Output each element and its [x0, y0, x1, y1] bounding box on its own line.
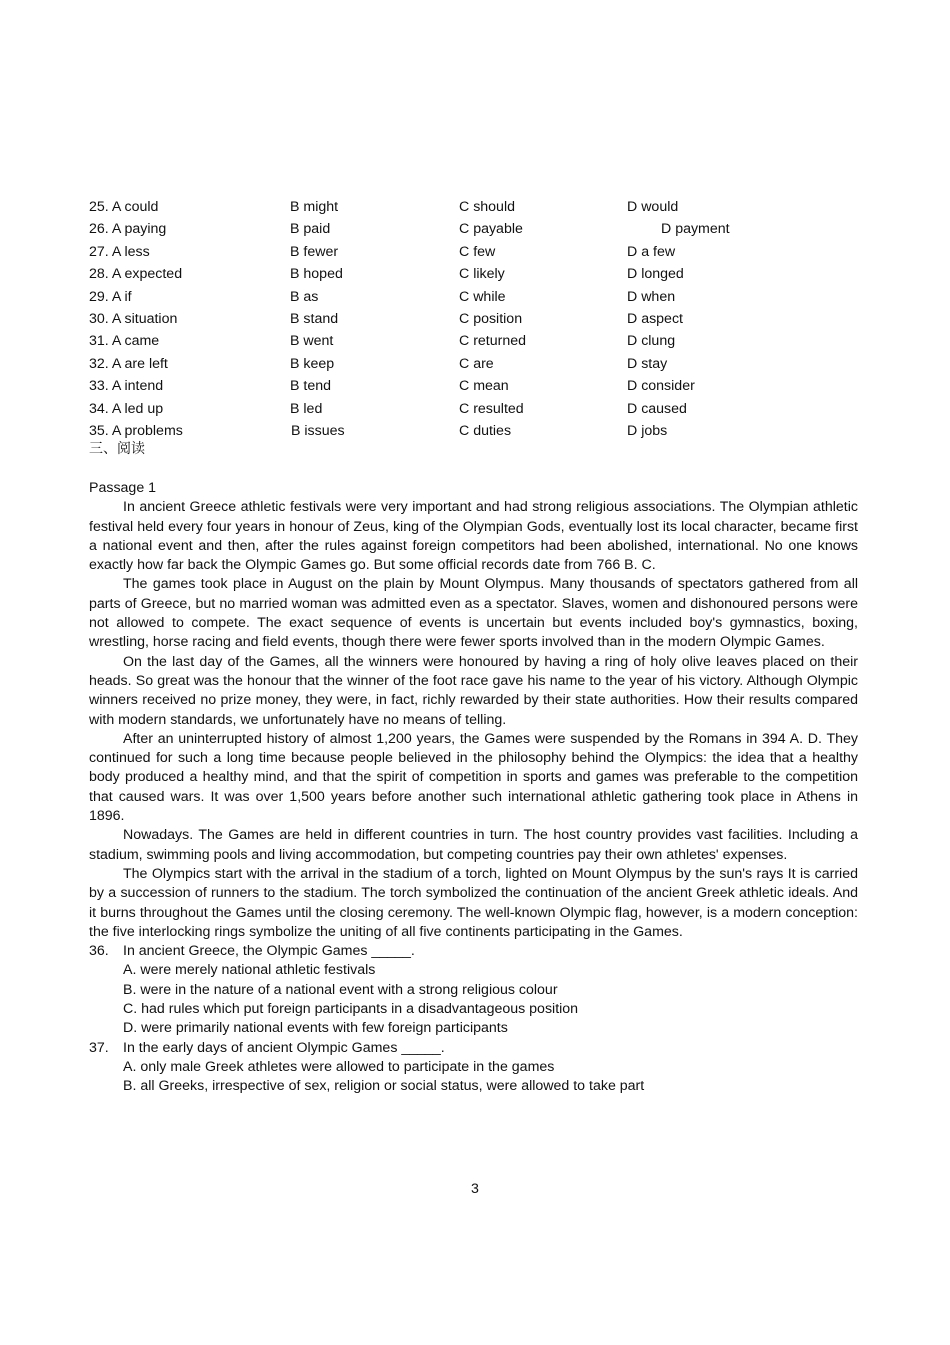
question [89, 1039, 858, 1097]
option-row [89, 287, 869, 309]
passage-paragraph: The games took place in August on the plain by Mount Olympus. Many thousands of spectators gathered from all parts of Greece, but no married woman was admitted even as a spectator. Slaves, women and dishonoured persons were not allowed to compete. The exact sequence of events is uncertain but events included boy's gymnastics, boxing, wrestling, horse racing and field events, though there were fewer sports involved than in the modern Olympic Games. [89, 576, 858, 651]
option-a: 31. A came [89, 333, 160, 350]
passage-paragraph: Nowadays. The Games are held in different countries in turn. The host country provides vast facilities. Including a stadium, swimming pools and living accommodation, but competing countries pay their own athletes' expenses. [89, 827, 858, 863]
option-row [89, 376, 869, 398]
option-b: B hoped [290, 266, 343, 283]
question-stem [89, 942, 858, 961]
option-a: 27. A less [89, 243, 150, 260]
option-c: C duties [459, 422, 512, 439]
option-d: D would [627, 199, 679, 215]
reading-passage [89, 479, 858, 1097]
option-a: 26. A paying [89, 221, 167, 238]
question-stem [89, 1039, 858, 1058]
option-d: D a few [627, 243, 676, 260]
option-d: D stay [627, 355, 668, 372]
option-row [89, 264, 869, 286]
option-b: B as [290, 288, 319, 305]
option-c: C likely [459, 266, 505, 283]
option-d: D consider [627, 378, 695, 395]
option-b: B fewer [290, 243, 339, 260]
question-number: 37. [89, 1039, 109, 1056]
option-b: B led [290, 400, 323, 417]
option-a: 32. A are left [89, 355, 168, 372]
question-option: C. had rules which put foreign participants in a disadvantageous position [123, 1001, 579, 1018]
option-b: B stand [290, 310, 339, 327]
option-d: D payment [661, 221, 730, 238]
passage-paragraph: In ancient Greece athletic festivals were very important and had strong religious associations. The Olympian athletic festival held every four years in honour of Zeus, king of the Olympian Gods, eventually lost its local character, became first a national event and then, after the rules against foreign competitors had been abolished, international. No one knows exactly how far back the Olympic Games go. But some official records date from 766 B. C. [89, 499, 858, 574]
option-a: 29. A if [89, 288, 132, 305]
option-d: D aspect [627, 310, 683, 327]
option-d: D caused [627, 400, 687, 417]
option-row [89, 421, 869, 443]
option-a: 33. A intend [89, 378, 164, 395]
passage-title: Passage 1 [89, 480, 157, 496]
question-option: A. only male Greek athletes were allowed to participate in the games [123, 1058, 555, 1075]
option-c: C few [459, 243, 496, 260]
option-d: D clung [627, 333, 676, 350]
option-row [89, 399, 869, 421]
question-option: A. were merely national athletic festivals [123, 962, 376, 979]
option-d: D longed [627, 266, 684, 283]
option-b: B might [290, 199, 339, 215]
option-a: 28. A expected [89, 266, 183, 283]
answer-options-table [89, 197, 869, 443]
option-row [89, 354, 869, 376]
option-c: C resulted [459, 400, 524, 417]
option-row [89, 309, 869, 331]
passage-paragraph: After an uninterrupted history of almost 1,200 years, the Games were suspended by the Romans in 394 A. D. They continued for such a long time because people believed in the philosophy behind the Olympics: the idea that a healthy body produced a healthy mind, and that the spirit of competition in sports and games was preferable to the competition that caused wars. It was over 1,500 years before another such international athletic gathering took place in Athens in 1896. [89, 730, 858, 825]
section-title: 三、阅读 [89, 440, 145, 456]
option-c: C mean [459, 378, 509, 395]
option-c: C while [459, 288, 506, 305]
question [89, 942, 858, 1038]
page-number: 3 [471, 1181, 479, 1197]
option-row [89, 197, 869, 219]
question-text: In the early days of ancient Olympic Games _____. [123, 1039, 445, 1056]
option-a: 35. A problems [89, 422, 183, 439]
question-option: D. were primarily national events with few foreign participants [123, 1020, 508, 1037]
option-b: B went [290, 333, 334, 350]
option-b: B tend [290, 378, 332, 395]
option-b: B keep [290, 355, 335, 372]
option-c: C are [459, 355, 494, 372]
option-a: 30. A situation [89, 310, 178, 327]
option-row [89, 331, 869, 353]
question-option: B. were in the nature of a national event with a strong religious colour [123, 981, 558, 998]
option-c: C returned [459, 333, 527, 350]
option-a: 25. A could [89, 199, 159, 215]
option-b: B paid [290, 221, 331, 238]
question-text: In ancient Greece, the Olympic Games _____. [123, 943, 415, 960]
option-c: C position [459, 310, 523, 327]
option-row [89, 219, 869, 241]
option-d: D jobs [627, 422, 668, 439]
option-c: C payable [459, 221, 523, 238]
option-a: 34. A led up [89, 400, 164, 417]
passage-paragraph: The Olympics start with the arrival in the stadium of a torch, lighted on Mount Olympus by the sun's rays It is carried by a succession of runners to the stadium. The torch symbolized the continuation of the ancient Greek athletic ideals. And it burns throughout the Games until the closing ceremony. The well-known Olympic flag, however, is a modern conception: the five interlocking rings symbolize the uniting of all five continents participating in the Games. [89, 865, 858, 940]
option-d: D when [627, 288, 676, 305]
question-option: B. all Greeks, irrespective of sex, religion or social status, were allowed to take part [123, 1078, 645, 1095]
question-number: 36. [89, 943, 109, 960]
passage-paragraph: On the last day of the Games, all the winners were honoured by having a ring of holy olive leaves placed on their heads. So great was the honour that the winner of the foot race gave his name to the year of his victory. Although Olympic winners received no prize money, they were, in fact, richly rewarded by their state authorities. How their results compared with modern standards, we unfortunately have no means of telling. [89, 653, 858, 728]
option-b: B issues [291, 422, 345, 439]
option-c: C should [459, 199, 515, 215]
option-row [89, 242, 869, 264]
